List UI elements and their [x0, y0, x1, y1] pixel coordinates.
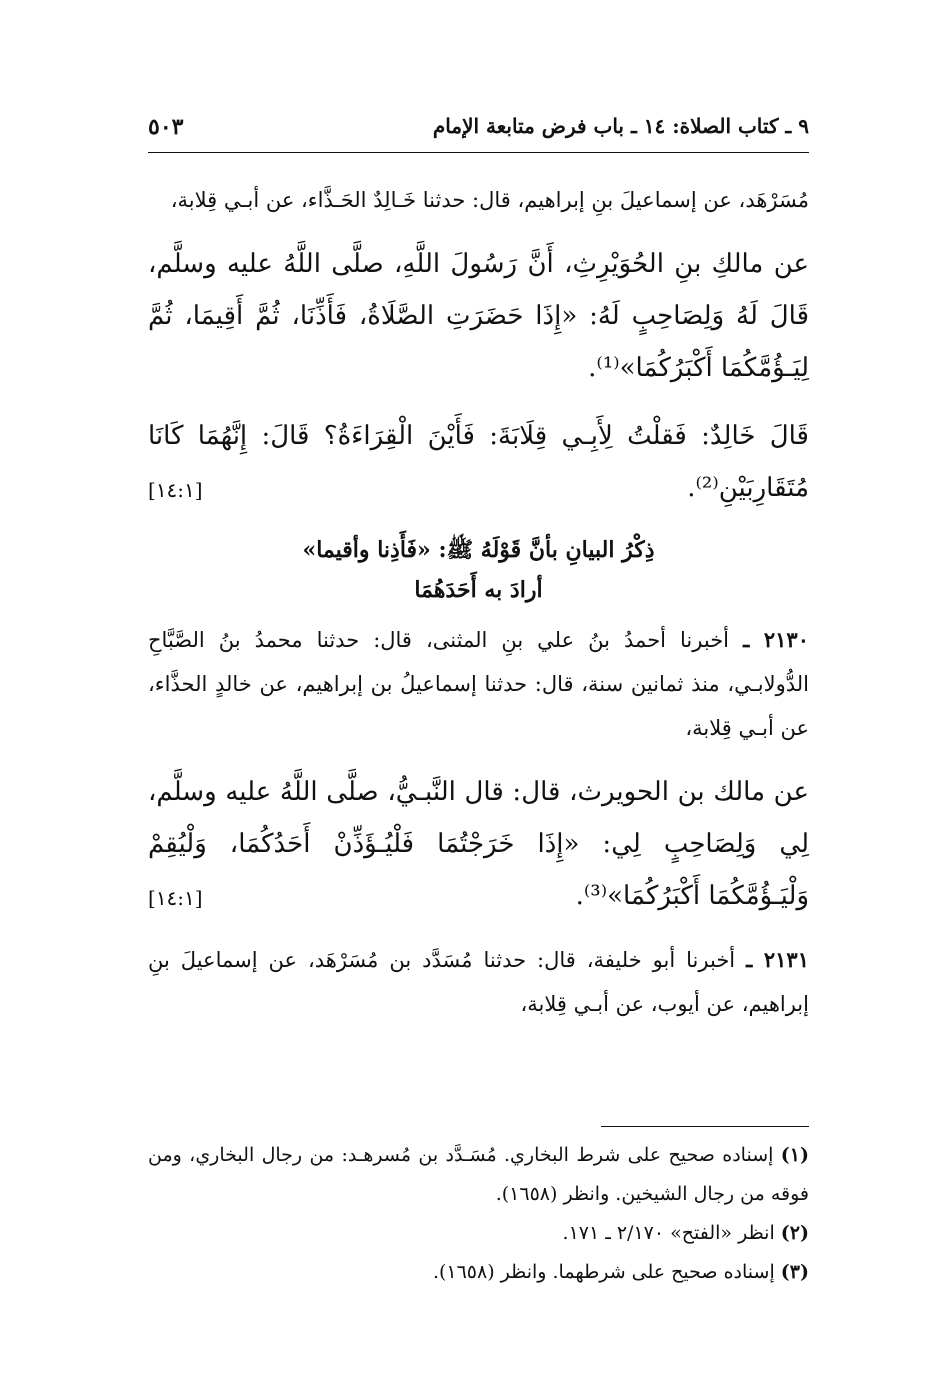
hadith-reference: [١٤:١]: [148, 478, 203, 502]
footnotes: [148, 1136, 809, 1292]
paragraph-hadith-2131-chain: [148, 938, 809, 1026]
hadith-number: ٢١٣٠ ـ: [743, 627, 809, 652]
main-text: [148, 178, 809, 1042]
hadith-number: ٢١٣١ ـ: [746, 947, 809, 972]
paragraph-hadith-text: [148, 238, 809, 394]
paragraph-hadith-2130-text: [148, 766, 809, 922]
footnote-1: [148, 1136, 809, 1214]
footnote-divider: [601, 1126, 809, 1127]
footnote-3: [148, 1253, 809, 1292]
footnote-marker: (١): [780, 1144, 809, 1166]
footnote-marker: (٢): [780, 1222, 809, 1244]
paragraph-khalid-question: [148, 410, 809, 514]
paragraph-text: مُسَرْهَد، عن إسماعيلَ بنِ إبراهيم، قال: حدثنا خَـالِدٌ الحَـذَّاء، عن أبـي قِلابة،: [170, 188, 809, 212]
paragraph-hadith-2130-chain: [148, 618, 809, 750]
footnote-text: انظر «الفتح» ٢/١٧٠ ـ ١٧١.: [562, 1222, 775, 1244]
paragraph-chain-continuation: [148, 178, 809, 222]
paragraph-text: عن مالك بن الحويرث، قال: قال النَّبـيُّ، صلَّى اللَّهُ عليه وسلَّم، لِي وَلِصَاحِبٍ لِي: «إِذَا خَرَجْتُمَا فَلْيُـؤَذِّنْ أَحَدُكُمَا، وَلْيُقِمْ وَلْيَـؤُمَّكُمَا أَكْبَرُكُمَا»⁽³⁾.: [148, 777, 809, 911]
paragraph-text: أخبرنا أحمدُ بنُ علي بنِ المثنى، قال: حدثنا محمدُ بنُ الصَّبَّاحِ الدُّولابـي، منذ ثمانين سنة، قال: حدثنا إسماعيلُ بن إبراهيم، عن خالدٍ الحذَّاء، عن أبـي قِلابة،: [148, 628, 809, 740]
running-header: [148, 112, 809, 153]
footnote-marker: (٣): [780, 1261, 809, 1283]
paragraph-text: عن مالكِ بنِ الحُوَيْرِثِ، أَنَّ رَسُولَ اللَّهِ، صلَّى اللَّهُ عليه وسلَّم، قَالَ لَهُ وَلِصَاحِبٍ لَهُ: «إِذَا حَضَرَتِ الصَّلَاةُ، فَأَذِّنَا، ثُمَّ أَقِيمَا، ثُمَّ لِيَـؤُمَّكُمَا أَكْبَرُكُمَا»⁽¹⁾.: [148, 249, 809, 383]
footnote-text: إسناده صحيح على شرطهما. وانظر (١٦٥٨).: [432, 1261, 775, 1283]
paragraph-text: قَالَ خَالِدٌ: فَقلْتُ لِأَبِـي قِلَابَةَ: فَأَيْنَ الْقِرَاءَةُ؟ قَالَ: إِنَّهُمَا كَانَا مُتَقَارِبَيْنِ⁽²⁾.: [148, 421, 809, 503]
hadith-reference: [١٤:١]: [148, 886, 203, 910]
footnote-2: [148, 1214, 809, 1253]
chapter-title: ٩ ـ كتاب الصلاة: ١٤ ـ باب فرض متابعة الإمام: [432, 114, 809, 138]
paragraph-text: أخبرنا أبو خليفة، قال: حدثنا مُسَدَّد بن مُسَرْهَد، عن إسماعيلَ بنِ إبراهيم، عن أيوب، عن أبـي قِلابة،: [148, 948, 809, 1016]
page-number: ٥٠٣: [148, 114, 184, 140]
section-heading: [148, 530, 809, 610]
footnote-text: إسناده صحيح على شرط البخاري. مُسَـدَّد بن مُسرهـد: من رجال البخاري، ومن فوقه من رجال الشيخين. وانظر (١٦٥٨).: [148, 1144, 809, 1205]
section-heading-line-2: أرادَ به أَحَدَهُمَا: [414, 577, 543, 603]
section-heading-line-1: ذِكْرُ البيانِ بأنَّ قَوْلَهُ ﷺ: «فَأَذِنا وأقيما»: [302, 537, 655, 563]
book-page: [148, 0, 809, 1373]
